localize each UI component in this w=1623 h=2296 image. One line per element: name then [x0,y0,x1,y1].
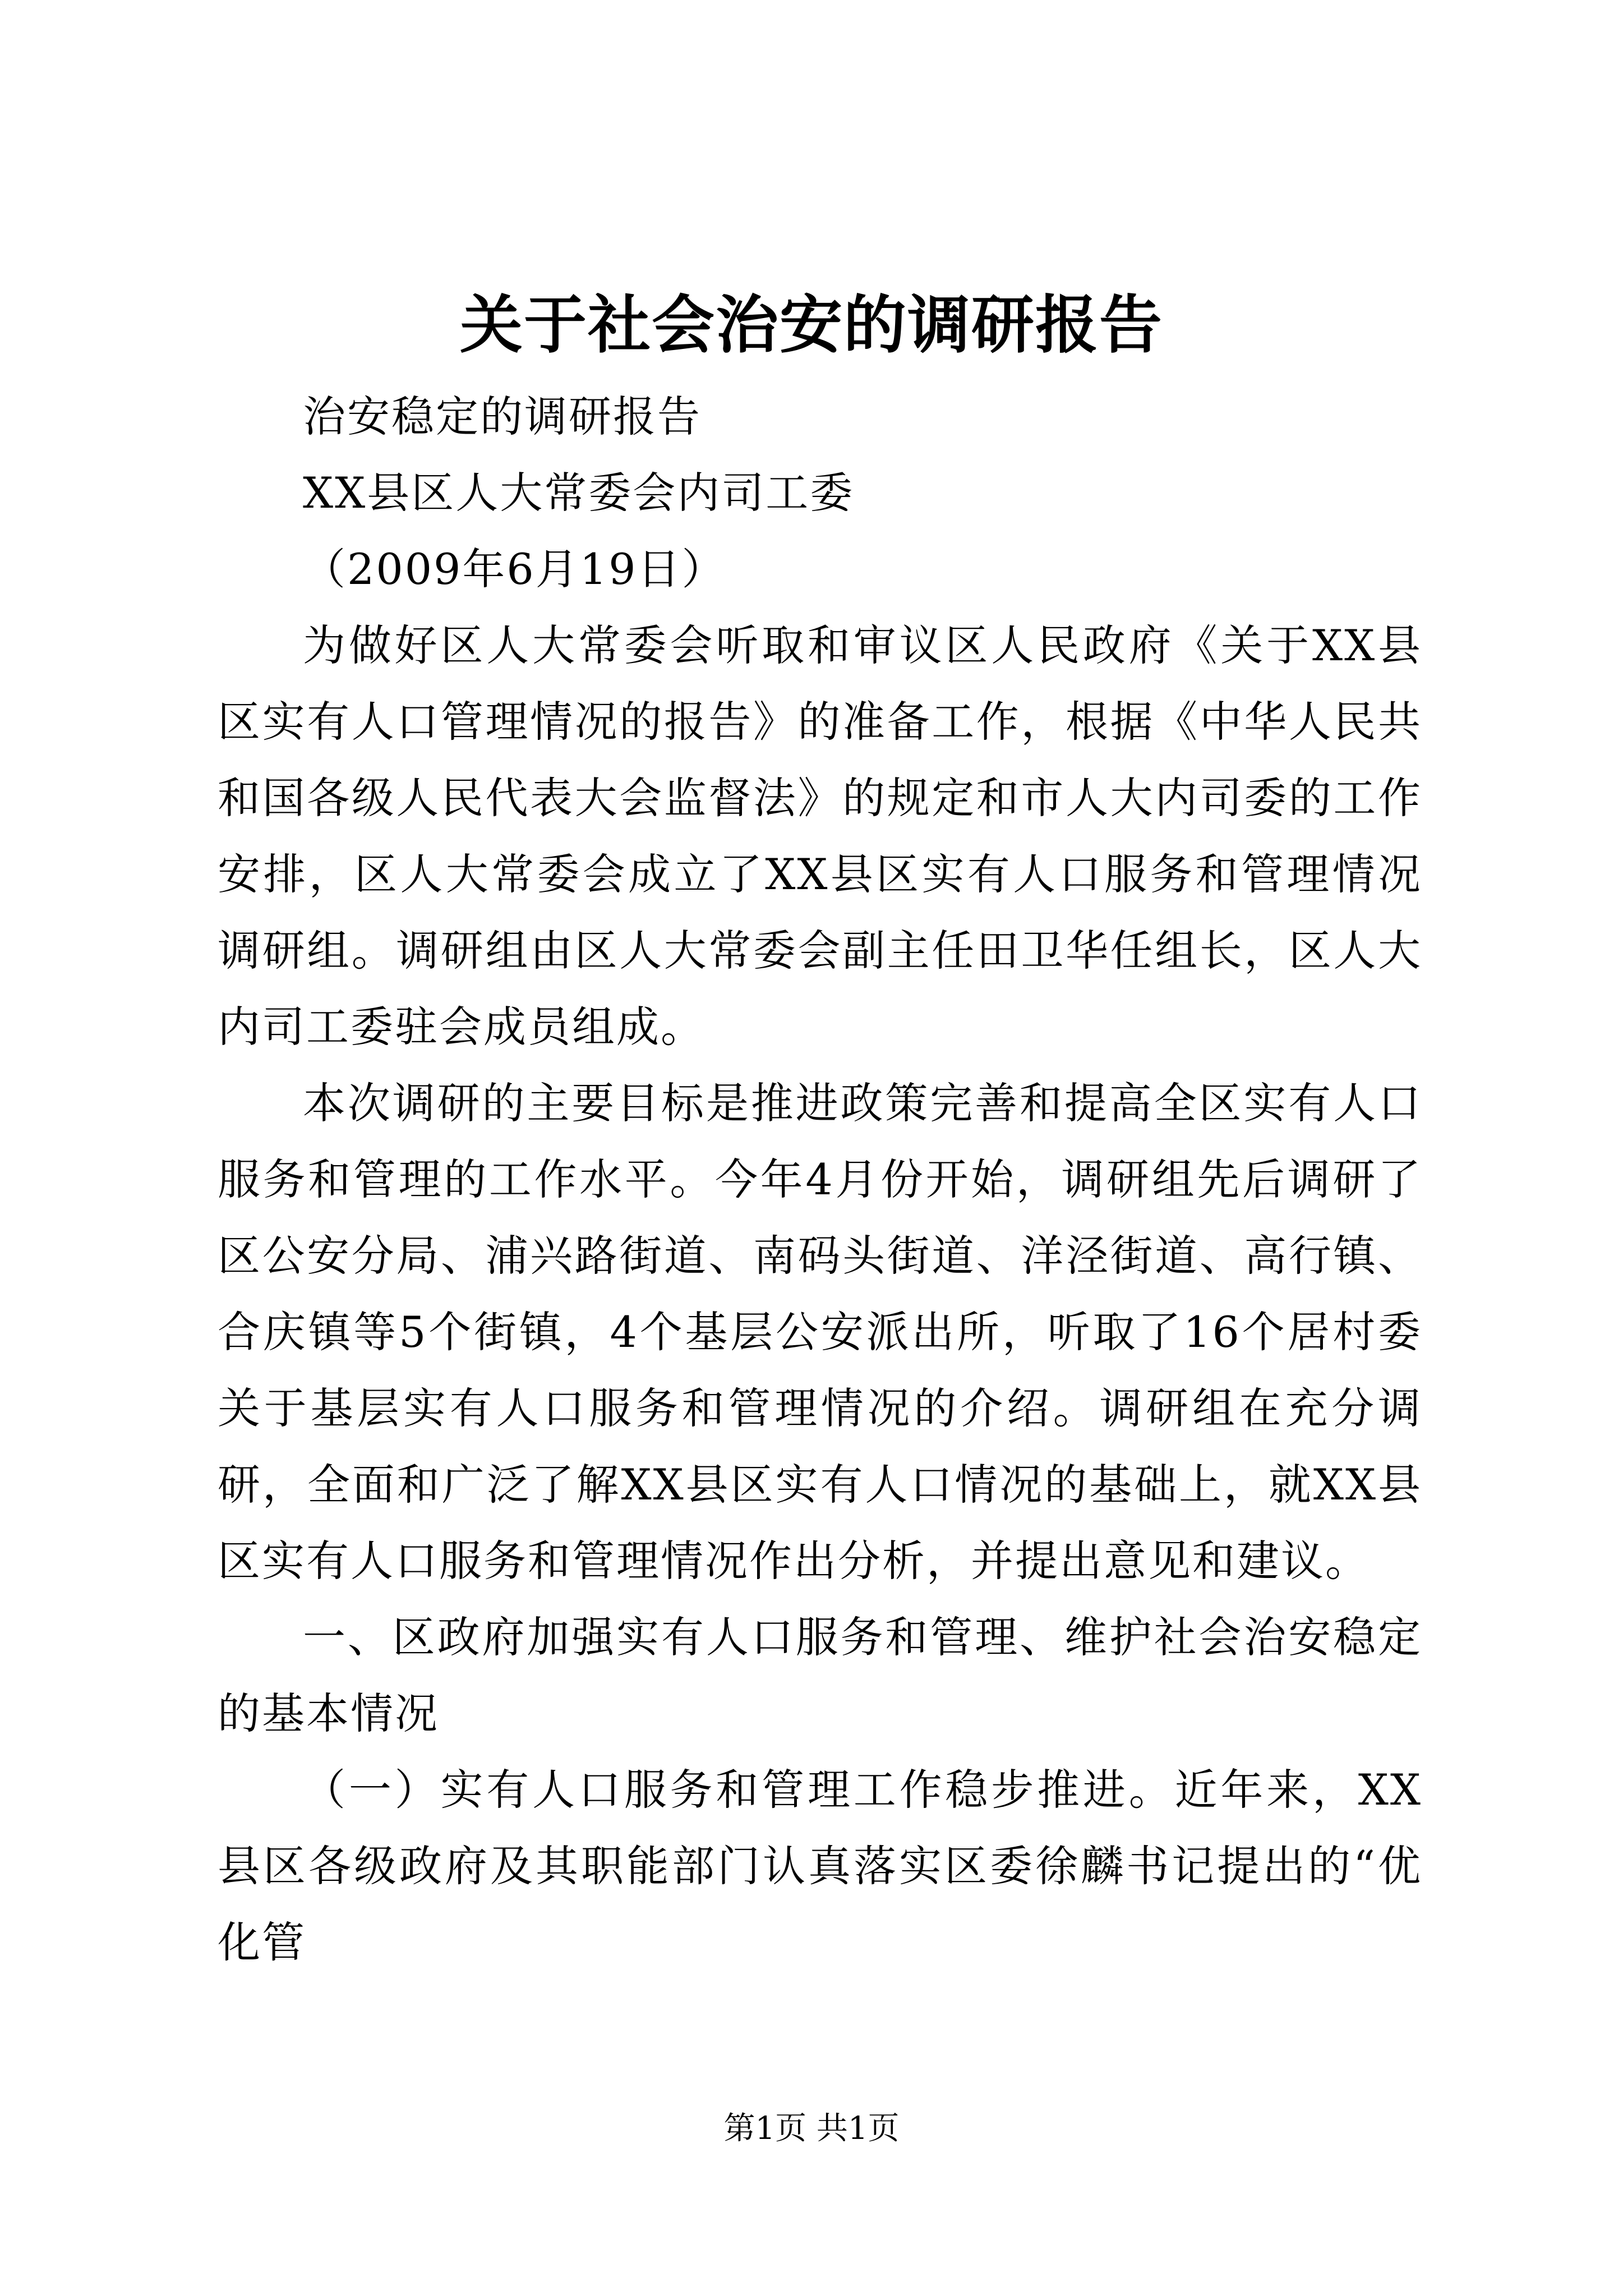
document-title: 关于社会治安的调研报告 [460,288,1163,362]
document-body [218,379,1422,1981]
body-paragraph: 本次调研的主要目标是推进政策完善和提高全区实有人口服务和管理的工作水平。今年4月份开始，调研组先后调研了区公安分局、浦兴路街道、南码头街道、洋泾街道、高行镇、合庆镇等5个街镇，4个基层公安派出所，听取了16个居村委关于基层实有人口服务和管理情况的介绍。调研组在充分调研，全面和广泛了解XX县区实有人口情况的基础上，就XX县区实有人口服务和管理情况作出分析，并提出意见和建议。 [218,1078,1422,1586]
page-footer: 第1页 共1页 [723,2110,900,2147]
subtitle-paragraph: 治安稳定的调研报告 [303,392,702,441]
body-paragraph: 为做好区人大常委会听取和审议区人民政府《关于XX县区实有人口管理情况的报告》的准备工作，根据《中华人民共和国各级人民代表大会监督法》的规定和市人大内司委的工作安排，区人大常委会成立了XX县区实有人口服务和管理情况调研组。调研组由区人大常委会副主任田卫华任组长，区人大内司工委驻会成员组成。 [218,620,1422,1052]
author-paragraph: XX县区人大常委会内司工委 [303,468,855,518]
date-paragraph: （2009年6月19日） [303,544,726,594]
section-heading: 一、区政府加强实有人口服务和管理、维护社会治安稳定的基本情况 [218,1612,1422,1738]
body-paragraph: （一）实有人口服务和管理工作稳步推进。近年来，XX县区各级政府及其职能部门认真落实区委徐麟书记提出的“优化管 [218,1765,1422,1967]
